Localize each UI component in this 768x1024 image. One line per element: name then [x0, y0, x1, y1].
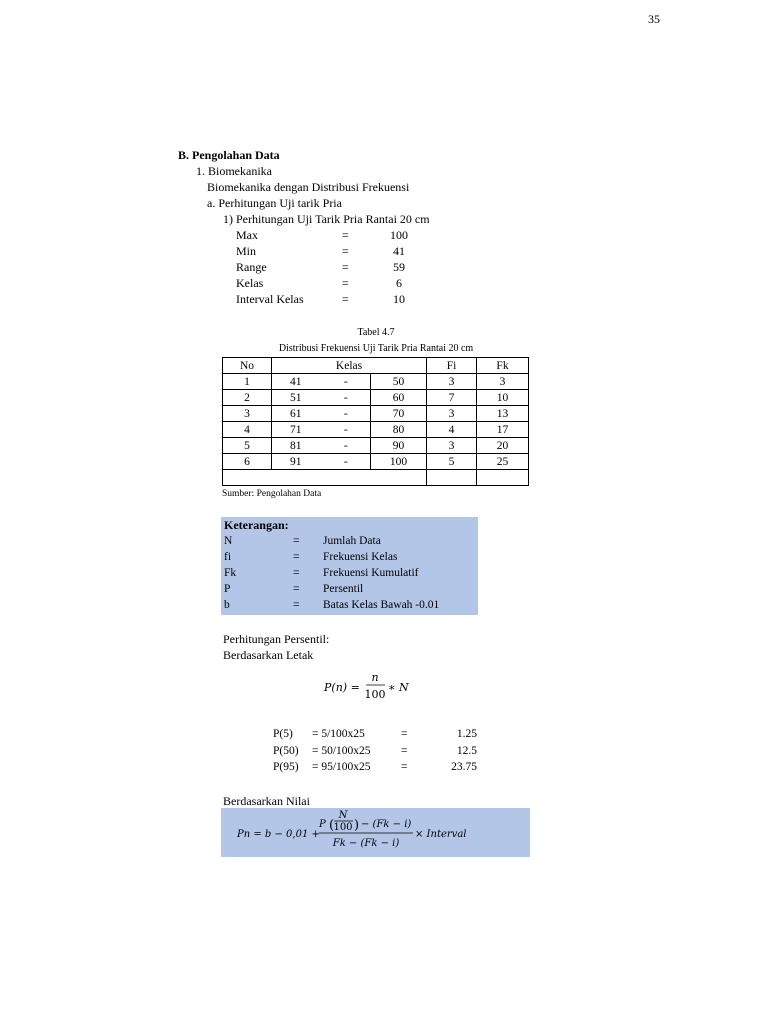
formula-rhs: ∗ N [388, 681, 409, 694]
header-kelas: Kelas [272, 358, 427, 374]
cell-no: 4 [223, 422, 272, 438]
cell-fk: 3 [477, 374, 529, 390]
cell-low: 81 [272, 438, 322, 454]
persentil-value: 1.25 [456, 728, 477, 740]
formula-nilai-box [221, 808, 530, 857]
persentil-expr: = 5/100x25 [312, 728, 365, 740]
list-item-biomekanika: 1. Biomekanika [196, 164, 272, 178]
formula-nilai-lhs: Pn = b − 0,01 + [237, 829, 320, 840]
cell-dash: - [322, 406, 371, 422]
legend-desc: Frekuensi Kelas [323, 551, 398, 563]
stat-row-min [236, 244, 416, 260]
stat-row-range [236, 260, 416, 276]
list-item-description: Biomekanika dengan Distribusi Frekuensi [207, 180, 410, 194]
cell-dash: - [322, 390, 371, 406]
stat-value: 100 [390, 228, 408, 242]
list-item-perhitungan: 1) Perhitungan Uji Tarik Pria Rantai 20 cm [223, 212, 430, 226]
cell-dash: - [322, 438, 371, 454]
table-empty-row [223, 470, 529, 486]
cell-fi: 5 [427, 454, 477, 470]
stat-value: 10 [393, 292, 405, 306]
table-header-row [223, 358, 529, 374]
cell-fi: 4 [427, 422, 477, 438]
legend-key: N [224, 535, 233, 547]
formula-numerator: n [371, 671, 379, 684]
stat-label: Min [236, 244, 257, 258]
legend-key: b [224, 599, 230, 611]
cell-empty [427, 470, 477, 486]
table-row [223, 454, 529, 470]
formula-lhs: P(n) = [324, 681, 360, 694]
persentil-expr: = 50/100x25 [312, 745, 371, 757]
persentil-expr: = 95/100x25 [312, 761, 371, 773]
legend-row [224, 551, 474, 567]
legend-equals: = [293, 567, 300, 579]
frequency-table [222, 357, 529, 486]
page-number: 35 [648, 12, 660, 26]
stat-equals: = [342, 292, 349, 306]
cell-fk: 17 [477, 422, 529, 438]
persentil-row [273, 728, 493, 744]
persentil-row [273, 761, 493, 777]
cell-low: 51 [272, 390, 322, 406]
stat-equals: = [342, 244, 349, 258]
stat-label: Interval Kelas [236, 292, 304, 306]
formula-letak [322, 670, 442, 704]
section-heading: B. Pengolahan Data [178, 148, 280, 162]
legend-desc: Jumlah Data [323, 535, 381, 547]
cell-fi: 3 [427, 438, 477, 454]
cell-high: 60 [371, 390, 427, 406]
persentil-value: 12.5 [456, 745, 477, 757]
cell-fi: 3 [427, 406, 477, 422]
table-row [223, 422, 529, 438]
nilai-heading: Berdasarkan Nilai [223, 794, 310, 808]
cell-no: 5 [223, 438, 272, 454]
legend-equals: = [293, 583, 300, 595]
cell-fk: 10 [477, 390, 529, 406]
table-caption-number: Tabel 4.7 [357, 327, 395, 338]
stat-row-max [236, 228, 416, 244]
cell-high: 70 [371, 406, 427, 422]
legend-row [224, 535, 474, 551]
cell-high: 90 [371, 438, 427, 454]
persentil-label: P(5) [273, 728, 293, 740]
cell-empty [223, 470, 427, 486]
legend-key: Fk [224, 567, 237, 579]
stat-equals: = [342, 260, 349, 274]
persentil-equals: = [401, 745, 408, 757]
cell-no: 1 [223, 374, 272, 390]
legend-key: P [224, 583, 231, 595]
stat-row-kelas [236, 276, 416, 292]
table-row [223, 374, 529, 390]
cell-dash: - [322, 374, 371, 390]
formula-nilai-frac-bottom: 100 [333, 822, 353, 833]
cell-low: 91 [272, 454, 322, 470]
cell-dash: - [322, 422, 371, 438]
table-source: Sumber: Pengolahan Data [222, 489, 322, 499]
legend-row [224, 583, 474, 599]
legend-row [224, 599, 474, 615]
formula-nilai [221, 808, 530, 857]
legend-row [224, 567, 474, 583]
cell-fi: 7 [427, 390, 477, 406]
cell-fk: 13 [477, 406, 529, 422]
legend-equals: = [293, 551, 300, 563]
paren-left: ( [329, 818, 335, 833]
legend-box [221, 517, 478, 615]
stat-label: Kelas [236, 276, 264, 290]
table-caption-title: Distribusi Frekuensi Uji Tarik Pria Rantai 20 cm [278, 343, 474, 354]
formula-denominator: 100 [364, 688, 386, 701]
cell-low: 71 [272, 422, 322, 438]
list-item-uji-tarik: a. Perhitungan Uji tarik Pria [207, 196, 342, 210]
cell-low: 41 [272, 374, 322, 390]
stat-value: 41 [393, 244, 405, 258]
stat-label: Range [236, 260, 267, 274]
legend-key: fi [224, 551, 232, 563]
table-row [223, 438, 529, 454]
cell-high: 80 [371, 422, 427, 438]
cell-no: 2 [223, 390, 272, 406]
persentil-label: P(50) [273, 745, 299, 757]
formula-nilai-p: P [319, 819, 326, 830]
table-row [223, 406, 529, 422]
table-row [223, 390, 529, 406]
persentil-value: 23.75 [451, 761, 477, 773]
cell-no: 3 [223, 406, 272, 422]
cell-high: 100 [371, 454, 427, 470]
cell-low: 61 [272, 406, 322, 422]
header-fi: Fi [427, 358, 477, 374]
legend-desc: Frekuensi Kumulatif [323, 567, 419, 579]
paren-right: ) [354, 818, 360, 833]
stat-equals: = [342, 228, 349, 242]
persentil-equals: = [401, 761, 408, 773]
formula-nilai-denominator: Fk − (Fk − i) [332, 838, 400, 849]
header-fk: Fk [477, 358, 529, 374]
formula-nilai-rhs: × Interval [415, 829, 467, 840]
formula-nilai-num-tail: − (Fk − i) [361, 819, 412, 830]
stat-value: 59 [393, 260, 405, 274]
cell-fk: 20 [477, 438, 529, 454]
cell-high: 50 [371, 374, 427, 390]
formula-nilai-frac-top: N [338, 810, 348, 821]
cell-dash: - [322, 454, 371, 470]
cell-fk: 25 [477, 454, 529, 470]
legend-desc: Persentil [323, 583, 364, 595]
legend-title: Keterangan: [224, 518, 289, 532]
stat-equals: = [342, 276, 349, 290]
letak-heading: Berdasarkan Letak [223, 648, 314, 662]
persentil-equals: = [401, 728, 408, 740]
persentil-row [273, 745, 493, 761]
persentil-heading: Perhitungan Persentil: [223, 632, 330, 646]
legend-equals: = [293, 535, 300, 547]
cell-fi: 3 [427, 374, 477, 390]
cell-empty [477, 470, 529, 486]
legend-desc: Batas Kelas Bawah -0.01 [323, 599, 440, 611]
legend-equals: = [293, 599, 300, 611]
header-no: No [223, 358, 272, 374]
stat-row-interval [236, 292, 416, 308]
stat-value: 6 [396, 276, 402, 290]
cell-no: 6 [223, 454, 272, 470]
persentil-label: P(95) [273, 761, 299, 773]
stat-label: Max [236, 228, 258, 242]
